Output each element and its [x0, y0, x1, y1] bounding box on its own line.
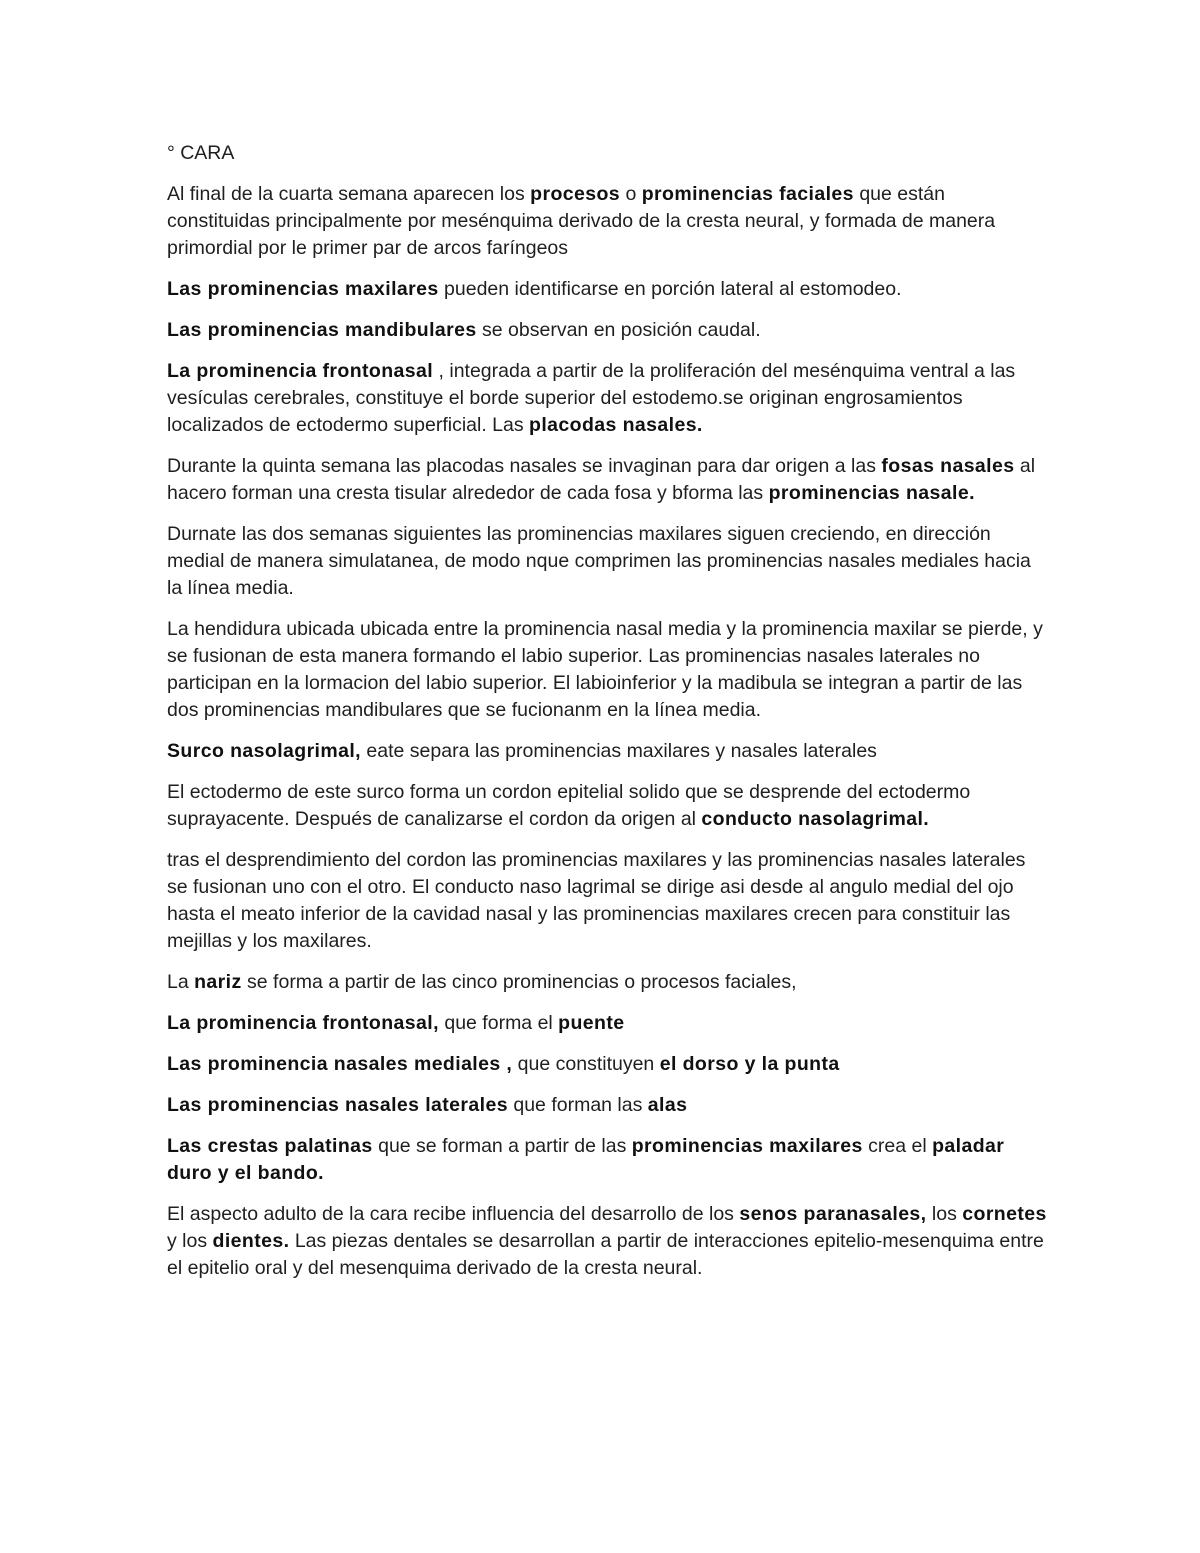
text: tras el desprendimiento del cordon las prominencias maxilares y las prominencias nasales laterales se fusionan uno con el otro. El conducto naso lagrimal se dirige asi desde al angulo medial del ojo hasta el meato inferior de la cavidad nasal y las prominencias maxilares crecen para constituir las mejillas y los maxilares. [167, 849, 1026, 952]
text: los [926, 1203, 963, 1225]
bold-term: puente [558, 1012, 625, 1034]
bold-term: el dorso y la punta [659, 1053, 840, 1075]
paragraph-fifth-week [167, 453, 1047, 507]
bold-term: placodas nasales. [529, 414, 703, 436]
text: La hendidura ubicada ubicada entre la prominencia nasal media y la prominencia maxilar se pierde, y se fusionan de esta manera formando el labio superior. Las prominencias nasales laterales no participan en la lormacion del labio superior. El labioinferior y la madibula se integran a partir de las dos prominencias mandibulares que se fucionanm en la línea media. [167, 618, 1043, 721]
text: que forma el [438, 1012, 559, 1034]
text: , integrada a partir de la proliferación del mesénquima ventral a las vesículas cerebrales, constituye el borde superior del estodemo.se originan engrosamientos localizados de ectodermo superficial. Las [167, 360, 1016, 436]
paragraph-facial-processes [167, 181, 1047, 262]
bold-term: dientes. [212, 1230, 290, 1252]
bold-term: fosas nasales [881, 455, 1015, 477]
bold-term: Las prominencias nasales laterales [167, 1094, 508, 1116]
text: Durante la quinta semana las placodas nasales se invaginan para dar origen a las [167, 455, 882, 477]
bold-term: senos paranasales, [739, 1203, 927, 1225]
bold-term: prominencias faciales [641, 183, 854, 205]
text: al hacero forman una cresta tisular alrededor de cada fosa y bforma las [167, 455, 1036, 504]
text: que se forman a partir de las [372, 1135, 632, 1157]
bold-term: prominencias nasale. [768, 482, 975, 504]
bold-term: Las prominencias maxilares [167, 278, 439, 300]
text: que están constituidas principalmente por mesénquima derivado de la cresta neural, y formada de manera primordial por le primer par de arcos faríngeos [167, 183, 996, 259]
paragraph-detachment [167, 847, 1047, 955]
paragraph-nose [167, 969, 1047, 996]
text: se observan en posición caudal. [476, 319, 761, 341]
text: eate separa las prominencias maxilares y nasales laterales [361, 740, 877, 762]
paragraph-ectoderm-cord [167, 779, 1047, 833]
text: y los [167, 1230, 213, 1252]
text: que forman las [507, 1094, 648, 1116]
bold-term: Las prominencia nasales mediales , [167, 1053, 513, 1075]
bold-term: nariz [194, 971, 242, 993]
bold-term: alas [647, 1094, 688, 1116]
text: se forma a partir de las cinco prominencias o procesos faciales, [241, 971, 797, 993]
document-page [167, 140, 1047, 1296]
bold-term: Las crestas palatinas [167, 1135, 373, 1157]
paragraph-nasolacrimal-groove [167, 738, 1047, 765]
bold-term: Las prominencias mandibulares [167, 319, 477, 341]
bold-term: paladar duro y el bando. [167, 1135, 1005, 1184]
text: El aspecto adulto de la cara recibe influencia del desarrollo de los [167, 1203, 740, 1225]
paragraph-lateral-nasal [167, 1092, 1047, 1119]
paragraph-cleft [167, 616, 1047, 724]
text: crea el [862, 1135, 933, 1157]
paragraph-palatine-crests [167, 1133, 1047, 1187]
bold-term: La prominencia frontonasal, [167, 1012, 439, 1034]
bold-term: conducto nasolagrimal. [701, 808, 930, 830]
paragraph-medial-nasal [167, 1051, 1047, 1078]
text: o [620, 183, 642, 205]
text: La [167, 971, 195, 993]
text: El ectodermo de este surco forma un cordon epitelial solido que se desprende del ectodermo suprayacente. Después de canalizarse el cordon da origen al [167, 781, 971, 830]
paragraph-mandibular [167, 317, 1047, 344]
bold-term: prominencias maxilares [631, 1135, 863, 1157]
text: pueden identificarse en porción lateral al estomodeo. [438, 278, 902, 300]
bold-term: procesos [530, 183, 621, 205]
text: Durnate las dos semanas siguientes las prominencias maxilares siguen creciendo, en dirección medial de manera simulatanea, de modo nque comprimen las prominencias nasales mediales hacia la línea media. [167, 523, 1031, 599]
paragraph-maxillary [167, 276, 1047, 303]
text: que constituyen [512, 1053, 660, 1075]
text: Las piezas dentales se desarrollan a partir de interacciones epitelio-mesenquima entre el epitelio oral y del mesenquima derivado de la cresta neural. [167, 1230, 1044, 1279]
paragraph-frontonasal-bridge [167, 1010, 1047, 1037]
section-heading: ° CARA [167, 142, 235, 164]
paragraph-frontonasal [167, 358, 1047, 439]
paragraph-following-weeks [167, 521, 1047, 602]
bold-term: cornetes [962, 1203, 1047, 1225]
bold-term: Surco nasolagrimal, [167, 740, 361, 762]
bold-term: La prominencia frontonasal [167, 360, 434, 382]
text: Al final de la cuarta semana aparecen los [167, 183, 531, 205]
paragraph-adult-face [167, 1201, 1047, 1282]
